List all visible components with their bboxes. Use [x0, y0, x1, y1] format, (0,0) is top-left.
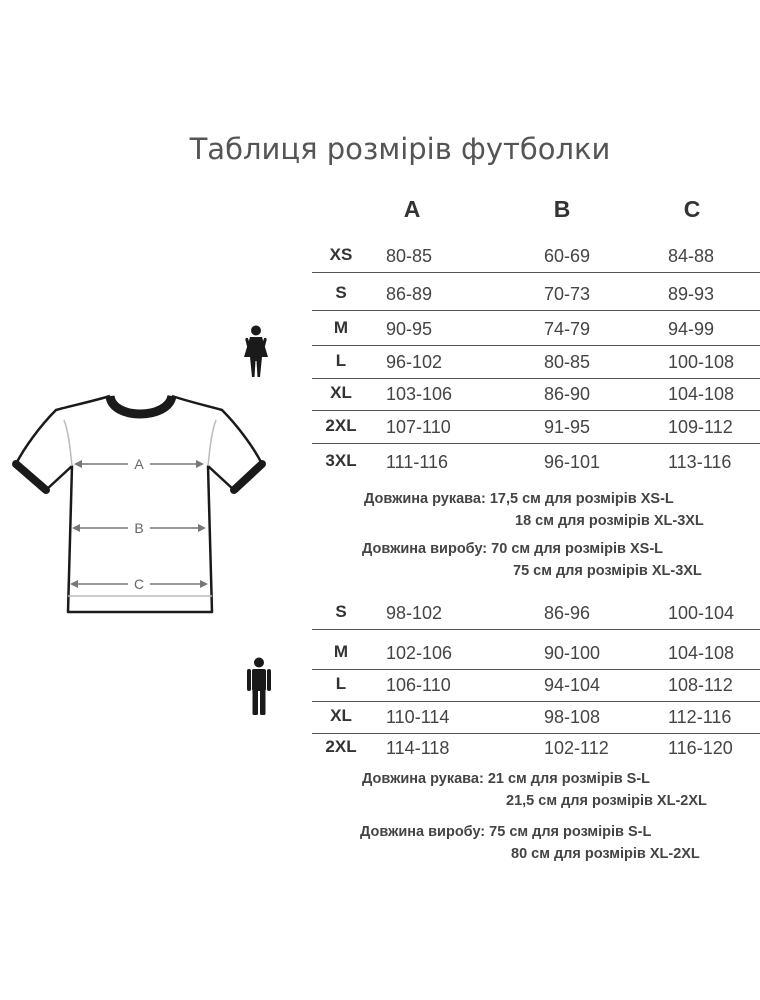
men-sleeve-note-1: Довжина рукава: 21 см для розмірів S-L — [362, 771, 651, 787]
size-label: M — [333, 642, 349, 661]
value-b: 80-85 — [544, 352, 591, 372]
size-label: XS — [329, 245, 353, 264]
value-c: 113-116 — [668, 452, 732, 472]
table-row — [312, 346, 760, 379]
value-c: 116-120 — [668, 738, 733, 758]
value-c: 104-108 — [668, 384, 735, 404]
table-row — [312, 732, 760, 764]
size-label: S — [335, 283, 347, 302]
column-header-c: C — [683, 196, 701, 222]
value-b: 96-101 — [544, 452, 601, 472]
women-sleeve-note-2: 18 см для розмірів XL-3XL — [515, 513, 704, 529]
table-row — [312, 278, 760, 311]
size-label: 2XL — [325, 416, 357, 435]
value-b: 91-95 — [544, 417, 591, 437]
page-title: Таблиця розмірів футболки — [189, 132, 611, 166]
men-length-note-1: Довжина виробу: 75 см для розмірів S-L — [360, 824, 652, 840]
men-length-note-2: 80 см для розмірів XL-2XL — [511, 846, 700, 862]
size-label: 2XL — [325, 737, 357, 756]
men-sleeve-note-2: 21,5 см для розмірів XL-2XL — [506, 793, 707, 809]
size-label: S — [335, 602, 347, 621]
value-c: 100-104 — [668, 603, 735, 623]
value-c: 84-88 — [668, 246, 715, 266]
value-a: 80-85 — [386, 246, 433, 266]
women-length-note-1: Довжина виробу: 70 см для розмірів XS-L — [362, 541, 664, 557]
women-sleeve-note-1: Довжина рукава: 17,5 см для розмірів XS-L — [364, 491, 674, 507]
value-c: 94-99 — [668, 319, 715, 339]
size-label: L — [335, 351, 347, 370]
value-b: 60-69 — [544, 246, 591, 266]
table-row — [312, 637, 760, 670]
diagram-label-c: C — [133, 576, 145, 592]
value-b: 98-108 — [544, 707, 601, 727]
value-b: 102-112 — [544, 738, 609, 758]
table-row — [312, 411, 760, 444]
table-row — [312, 240, 760, 273]
value-a: 96-102 — [386, 352, 443, 372]
value-c: 100-108 — [668, 352, 735, 372]
table-row — [312, 701, 760, 734]
value-a: 106-110 — [386, 675, 451, 695]
value-a: 114-118 — [386, 738, 450, 758]
value-b: 90-100 — [544, 643, 601, 663]
table-row — [312, 446, 760, 478]
value-b: 70-73 — [544, 284, 591, 304]
size-label: 3XL — [325, 451, 357, 470]
value-c: 89-93 — [668, 284, 715, 304]
size-label: M — [333, 318, 349, 337]
value-a: 86-89 — [386, 284, 433, 304]
value-c: 109-112 — [668, 417, 733, 437]
women-length-note-2: 75 см для розмірів XL-3XL — [513, 563, 702, 579]
table-row — [312, 378, 760, 411]
value-a: 98-102 — [386, 603, 443, 623]
value-a: 102-106 — [386, 643, 453, 663]
table-row — [312, 313, 760, 346]
value-c: 108-112 — [668, 675, 733, 695]
value-a: 110-114 — [386, 707, 450, 727]
table-row — [312, 597, 760, 630]
table-row — [312, 669, 760, 702]
man-icon — [246, 657, 272, 715]
value-a: 107-110 — [386, 417, 451, 437]
size-label: L — [335, 674, 347, 693]
size-label: XL — [330, 706, 352, 725]
value-b: 86-90 — [544, 384, 591, 404]
column-header-a: A — [403, 196, 421, 222]
column-header-b: B — [553, 196, 571, 222]
tshirt-diagram — [10, 386, 268, 626]
value-a: 90-95 — [386, 319, 433, 339]
value-c: 112-116 — [668, 707, 732, 727]
woman-icon — [242, 325, 270, 377]
diagram-label-b: B — [134, 520, 144, 536]
diagram-label-a: A — [134, 456, 144, 472]
value-c: 104-108 — [668, 643, 735, 663]
value-b: 86-96 — [544, 603, 591, 623]
value-a: 111-116 — [386, 452, 449, 472]
value-a: 103-106 — [386, 384, 453, 404]
value-b: 94-104 — [544, 675, 601, 695]
value-b: 74-79 — [544, 319, 591, 339]
size-label: XL — [330, 383, 352, 402]
